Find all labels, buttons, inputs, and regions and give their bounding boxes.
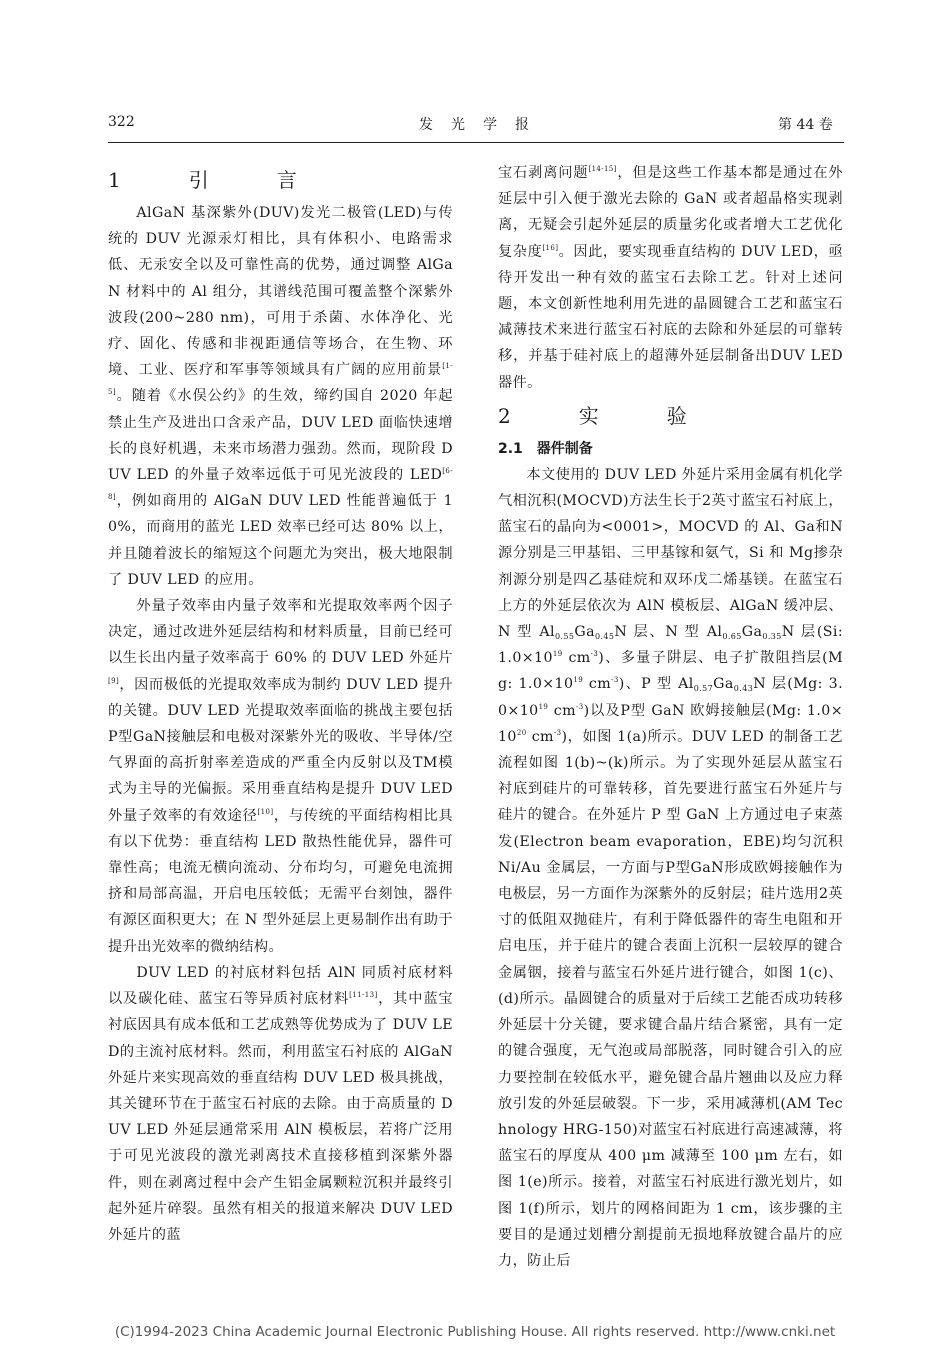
journal-title: 发 光 学 报 — [419, 117, 531, 133]
paragraph: 本文使用的 DUV LED 外延片采用金属有机化学气相沉积(MOCVD)方法生长于2英寸蓝宝石衬底上，蓝宝石的晶向为<0001>，MOCVD 的 Al、Ga和N源分别是三甲基铝、三甲基镓和氨气，Si 和 Mg掺杂剂源分别是四乙基硅烷和双环戊二烯基镁。在蓝宝石上方的外延层依次为 AlN 模板层、AlGaN 缓冲层、N 型 $Al_{0.55}Ga_{0.45}N$ 层、N 型 $Al_{0.65}Ga_{0.35}N$ 层(Si: $1.0\times 10^{19}$ $cm^{-3}$)、多量子阱层、电子扩散阻挡层(Mg: $1.0\times 10^{19}$ $cm^{-3}$)、P 型 $Al_{0.57}Ga_{0.43}N$ 层(Mg: $3.0\times 10^{19}$ $cm^{-3}$)以及P型 GaN 欧姆接触层(Mg: $1.0\times 10^{20}$ $cm^{-3}$)，如图 1(a)所示。DUV LED 的制备工艺流程如图 1(b)~(k)所示。为了实现外延层从蓝宝石衬底到硅片的可靠转移，首先要进行蓝宝石外延片与硅片的键合。在外延片 P 型 GaN 上方通过电子束蒸发(Electron beam evaporation，EBE)均匀沉积 Ni/Au 金属层，一方面与P型GaN形成欧姆接触作为电极层，另一方面作为深紫外的反射层；硅片选用2英寸的低阻双抛硅片，有利于降低器件的寄生电阻和开启电压，并于硅片的键合表面上沉积一层较厚的键合金属铟，接着与蓝宝石外延片进行键合，如图 1(c)、(d)所示。晶圆键合的质量对于后续工艺能否成功转移外延层十分关键，要求键合晶片结合紧密，具有一定的键合强度，无气泡或局部脱落，同时键合引入的应力要控制在较低水平，避免键合晶片翘曲以及应力释放引发的外延层破裂。下一步，采用减薄机(AM Technology HRG-150)对蓝宝石衬底进行高速减薄，将蓝宝石的厚度从 400 μm 减薄至 100 μm 左右，如图 1(e)所示。接着，对蓝宝石衬底进行激光划片，如图 1(f)所示，划片的网格间距为 1 cm，该步骤的主要目的是通过划槽分割提前无损地释放键合晶片的应力，防止后 — [498, 466, 844, 1269]
citation: [1-5] — [108, 362, 453, 397]
citation: [11-13] — [349, 991, 378, 1000]
citation: [16] — [542, 243, 559, 252]
paragraph: DUV LED 的衬底材料包括 AlN 同质衬底材料以及碳化硅、蓝宝石等异质衬底材料[11-13]，其中蓝宝衬底因具有成本低和工艺成熟等优势成为了 DUV LED的主流衬底材料。然而，利用蓝宝石衬底的 AlGaN 外延片来实现高效的垂直结构 DUV LED 极具挑战，其关键环节在于蓝宝石衬底的去除。由于高质量的 DUV LED 外延层通常采用 AlN 模板层，若将广泛用于可见光波段的激光剥离技术直接移植到深紫外器件，则在剥离过程中会产生铝金属颗粒沉积并最终引起外延片碎裂。虽然有相关的报道来解决 DUV LED外延片的蓝 — [108, 964, 453, 1243]
citation: [9] — [108, 676, 120, 685]
citation: [14-15] — [588, 165, 617, 173]
subsection-heading: 2.1 器件制备 — [498, 440, 593, 457]
citation: [6-8] — [108, 467, 453, 502]
copyright-footer: (C)1994-2023 China Academic Journal Electronic Publishing House. All rights reserved. http://www.cnki.net — [114, 1324, 836, 1340]
right-column — [498, 160, 843, 1274]
section-heading-experiment: 2 实 验 — [498, 403, 711, 428]
citation: [10] — [257, 807, 274, 816]
page-number: 322 — [108, 114, 135, 130]
paragraph: AlGaN 基深紫外(DUV)发光二极管(LED)与传统的 DUV 光源汞灯相比，具有体积小、电路需求低、无汞安全以及可靠性高的优势，通过调整 AlGaN 材料中的 Al 组分，其谱线范围可覆盖整个深紫外波段(200~280 nm)，可用于杀菌、水体净化、光疗、固化、传感和非视距通信等场合，在生物、环境、工业、医疗和军事等领域具有广阔的应用前景[1-5]。随着《水俣公约》的生效，缔约国自 2020 年起禁止生产及进出口含汞产品，DUV LED 面临快速增长的良好机遇，未来市场潜力强劲。然而，现阶段 DUV LED 的外量子效率远低于可见光波段的 LED[6-8]，例如商用的 AlGaN DUV LED 性能普遍低于 10%，而商用的蓝光 LED 效率已经可达 80% 以上，并且随着波长的缩短这个问题尤为突出，极大地限制了 DUV LED 的应用。 — [108, 205, 453, 588]
paragraph: 宝石剥离问题[14-15]，但是这些工作基本都是通过在外延层中引入便于激光去除的 GaN 或者超晶格实现剥离，无疑会引起外延层的质量劣化或者增大工艺优化复杂度[16]。因此，要实现垂直结构的 DUV LED，亟待开发出一种有效的蓝宝石去除工艺。针对上述问题，本文创新性地利用先进的晶圆键合工艺和蓝宝石减薄技术来进行蓝宝石衬底的去除和外延层的可靠转移，并基于硅衬底上的超薄外延层制备出DUV LED器件。 — [498, 165, 843, 391]
volume-label: 第 44 卷 — [778, 117, 833, 133]
paragraph: 外量子效率由内量子效率和光提取效率两个因子决定，通过改进外延层结构和材料质量，目前已经可以生长出内量子效率高于 60% 的 DUV LED 外延片[9]，因而极低的光提取效率成为制约 DUV LED 提升的关键。DUV LED 光提取效率面临的挑战主要包括P型GaN接触层和电极对深紫外光的吸收、半导体/空气界面的高折射率差造成的严重全内反射以及TM模式为主导的光偏振。采用垂直结构是提升 DUV LED 外量子效率的有效途径[10]，与传统的平面结构相比具有以下优势：垂直结构 LED 散热性能优异，器件可靠性高；电流无横向流动、分布均匀，可避免电流拥挤和局部高温，开启电压较低；无需平台刻蚀，器件有源区面积更大；在 N 型外延层上更易制作出有助于提升出光效率的微纳结构。 — [108, 598, 453, 955]
section-heading-introduction: 1 引 言 — [108, 168, 321, 192]
left-column — [108, 160, 453, 1248]
header-rule — [108, 142, 844, 143]
